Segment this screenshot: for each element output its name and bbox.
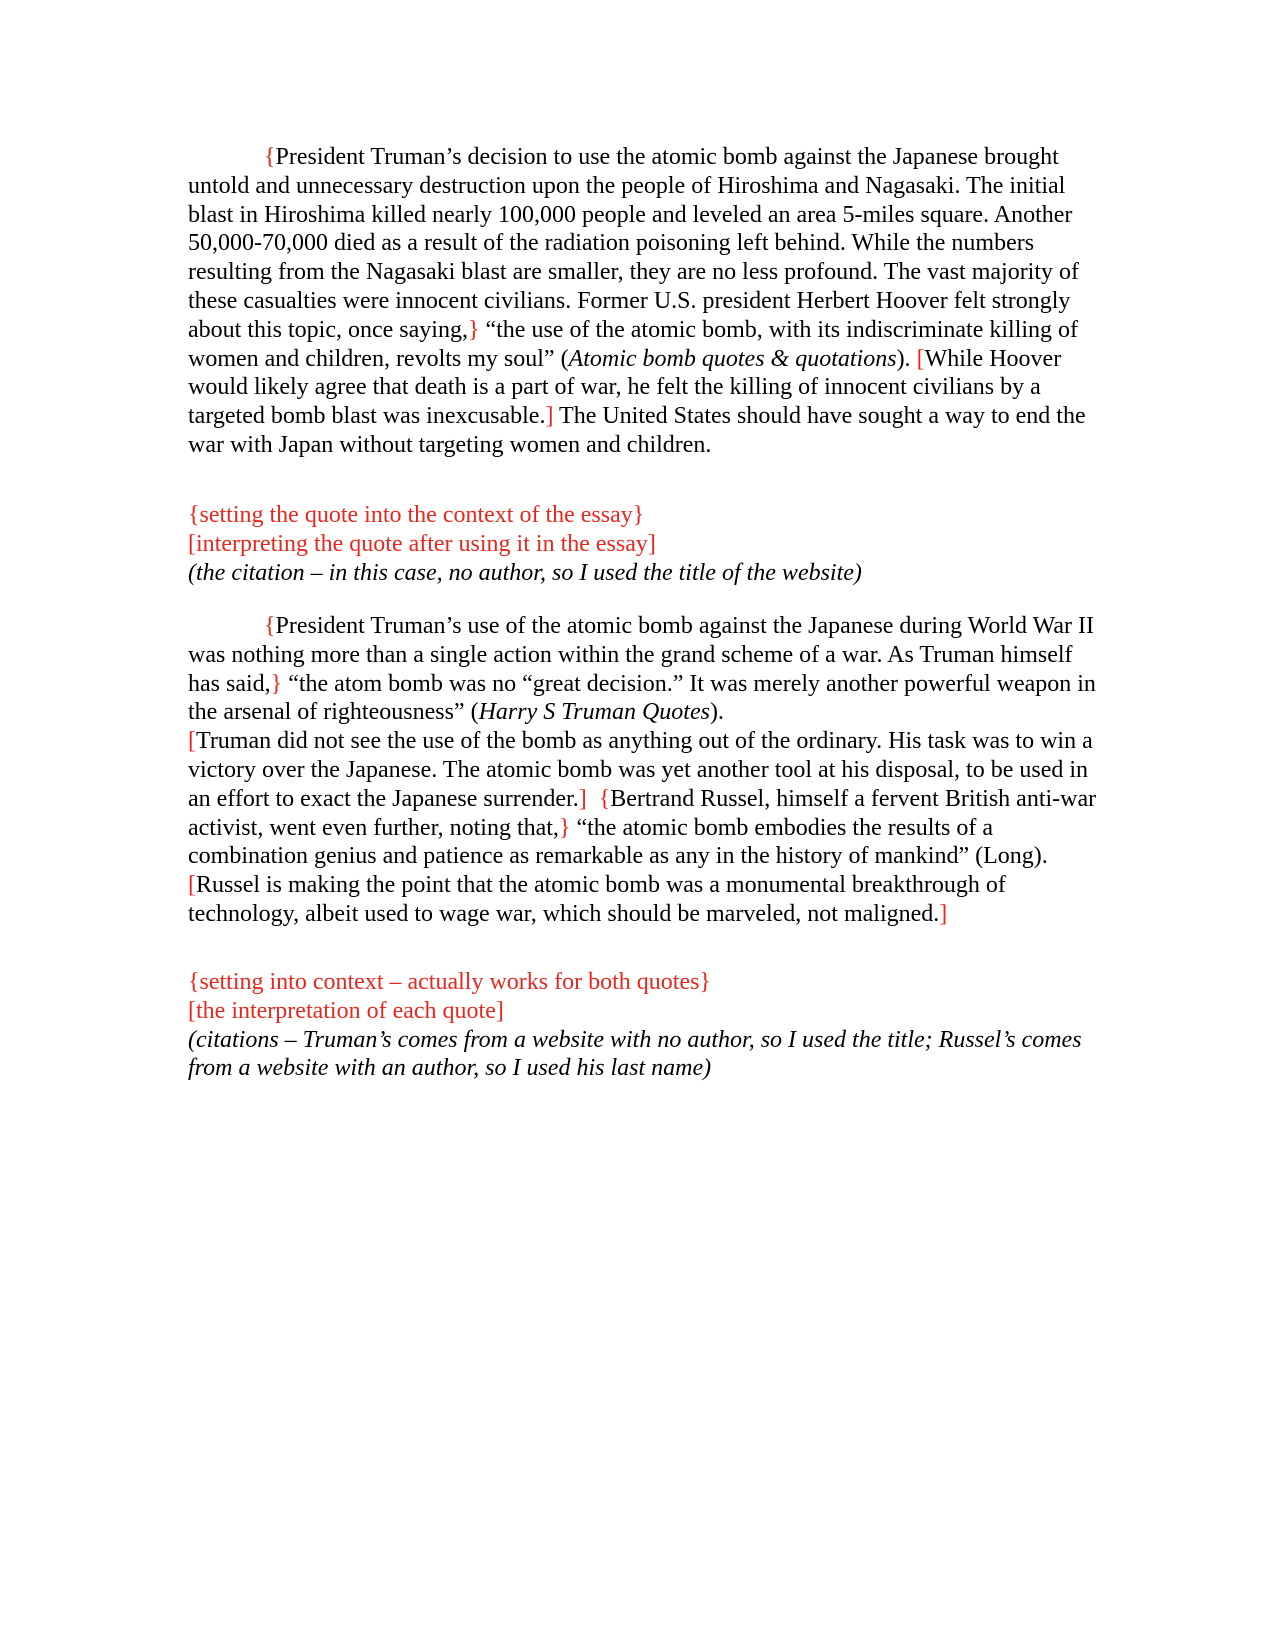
interpretation-text: While Hoover would likely agree that death is a part of war, he felt the killing of innocent civilians by a targeted bomb blast was inexcusable.: [188, 345, 1062, 430]
spacer: [587, 786, 599, 812]
citation-end: ).: [709, 699, 724, 726]
interpretation-bracket-close: ]: [545, 403, 554, 430]
interpretation-note: [the interpretation of each quote]: [188, 997, 504, 1024]
context-brace-open: {: [264, 144, 276, 170]
interpretation-text: Russel is making the point that the atomic bomb was a monumental breakthrough of technology, albeit used to wage war, which should be marveled, not maligned.: [188, 872, 1006, 927]
context-brace-close: }: [270, 670, 283, 697]
closing-text: The United States should have sought a way to end the war with Japan without targeting women and children.: [188, 403, 1086, 458]
interpretation-text: Truman did not see the use of the bomb as anything out of the ordinary. His task was to win a victory over the Japanese. The atomic bomb was yet another tool at his disposal, to be used in an effort to exact the Japanese surrender.: [188, 728, 1093, 812]
citation-title: Atomic bomb quotes & quotations: [568, 345, 897, 372]
quote-text: “the atom bomb was no “great decision.” It was merely another powerful weapon in the arsenal of righteousness” (: [188, 670, 1096, 726]
context-note: {setting into context – actually works for both quotes}: [188, 969, 711, 995]
interpretation-note: [interpreting the quote after using it in the essay]: [188, 530, 656, 557]
context-brace-close: }: [467, 316, 480, 343]
annotation-notes-2: [188, 968, 1108, 1083]
interpretation-bracket-open: [: [916, 345, 925, 372]
context-brace-open: {: [264, 613, 276, 639]
context-note: {setting the quote into the context of the essay}: [188, 502, 645, 528]
essay-paragraph-1: [188, 143, 1108, 460]
interpretation-bracket-close: ]: [578, 785, 587, 812]
citation-title: Harry S Truman Quotes: [478, 699, 710, 726]
essay-paragraph-2: [188, 612, 1108, 929]
interpretation-bracket-open: [: [188, 872, 196, 899]
context-brace-open: {: [598, 785, 611, 812]
annotation-notes-1: [188, 501, 1108, 587]
interpretation-bracket-open: [: [188, 728, 196, 755]
context-brace-close: }: [558, 814, 571, 841]
citation-note: (the citation – in this case, no author, so I used the title of the website): [188, 559, 862, 586]
context-text: Bertrand Russel, himself a fervent British anti-war activist, went even further, noting that,: [188, 785, 1097, 841]
context-text: President Truman’s decision to use the atomic bomb against the Japanese brought untold and unnecessary destruction upon the people of Hiroshima and Nagasaki. The initial blast in Hiroshima killed nearly 100,000 people and leveled an area 5-miles square. Another 50,000-70,000 died as a result of the radiation poisoning left behind. While the numbers resulting from the Nagasaki blast are smaller, they are no less profound. The vast majority of these casualties were innocent civilians. Former U.S. president Herbert Hoover felt strongly about this topic, once saying,: [188, 144, 1080, 343]
citation-note: (citations – Truman’s comes from a website with no author, so I used the title; Russel’s comes from a website with an author, so I used his last name): [188, 1026, 1082, 1082]
context-text: President Truman’s use of the atomic bomb against the Japanese during World War II was nothing more than a single action within the grand scheme of a war. As Truman himself has said,: [188, 613, 1094, 697]
quote-text: “the atomic bomb embodies the results of a combination genius and patience as remarkable as any in the history of mankind” (Long).: [188, 814, 1048, 870]
interpretation-bracket-close: ]: [939, 900, 948, 927]
citation-end: ).: [896, 345, 917, 372]
quote-text: “the use of the atomic bomb, with its indiscriminate killing of women and children, revolts my soul” (: [188, 316, 1079, 372]
